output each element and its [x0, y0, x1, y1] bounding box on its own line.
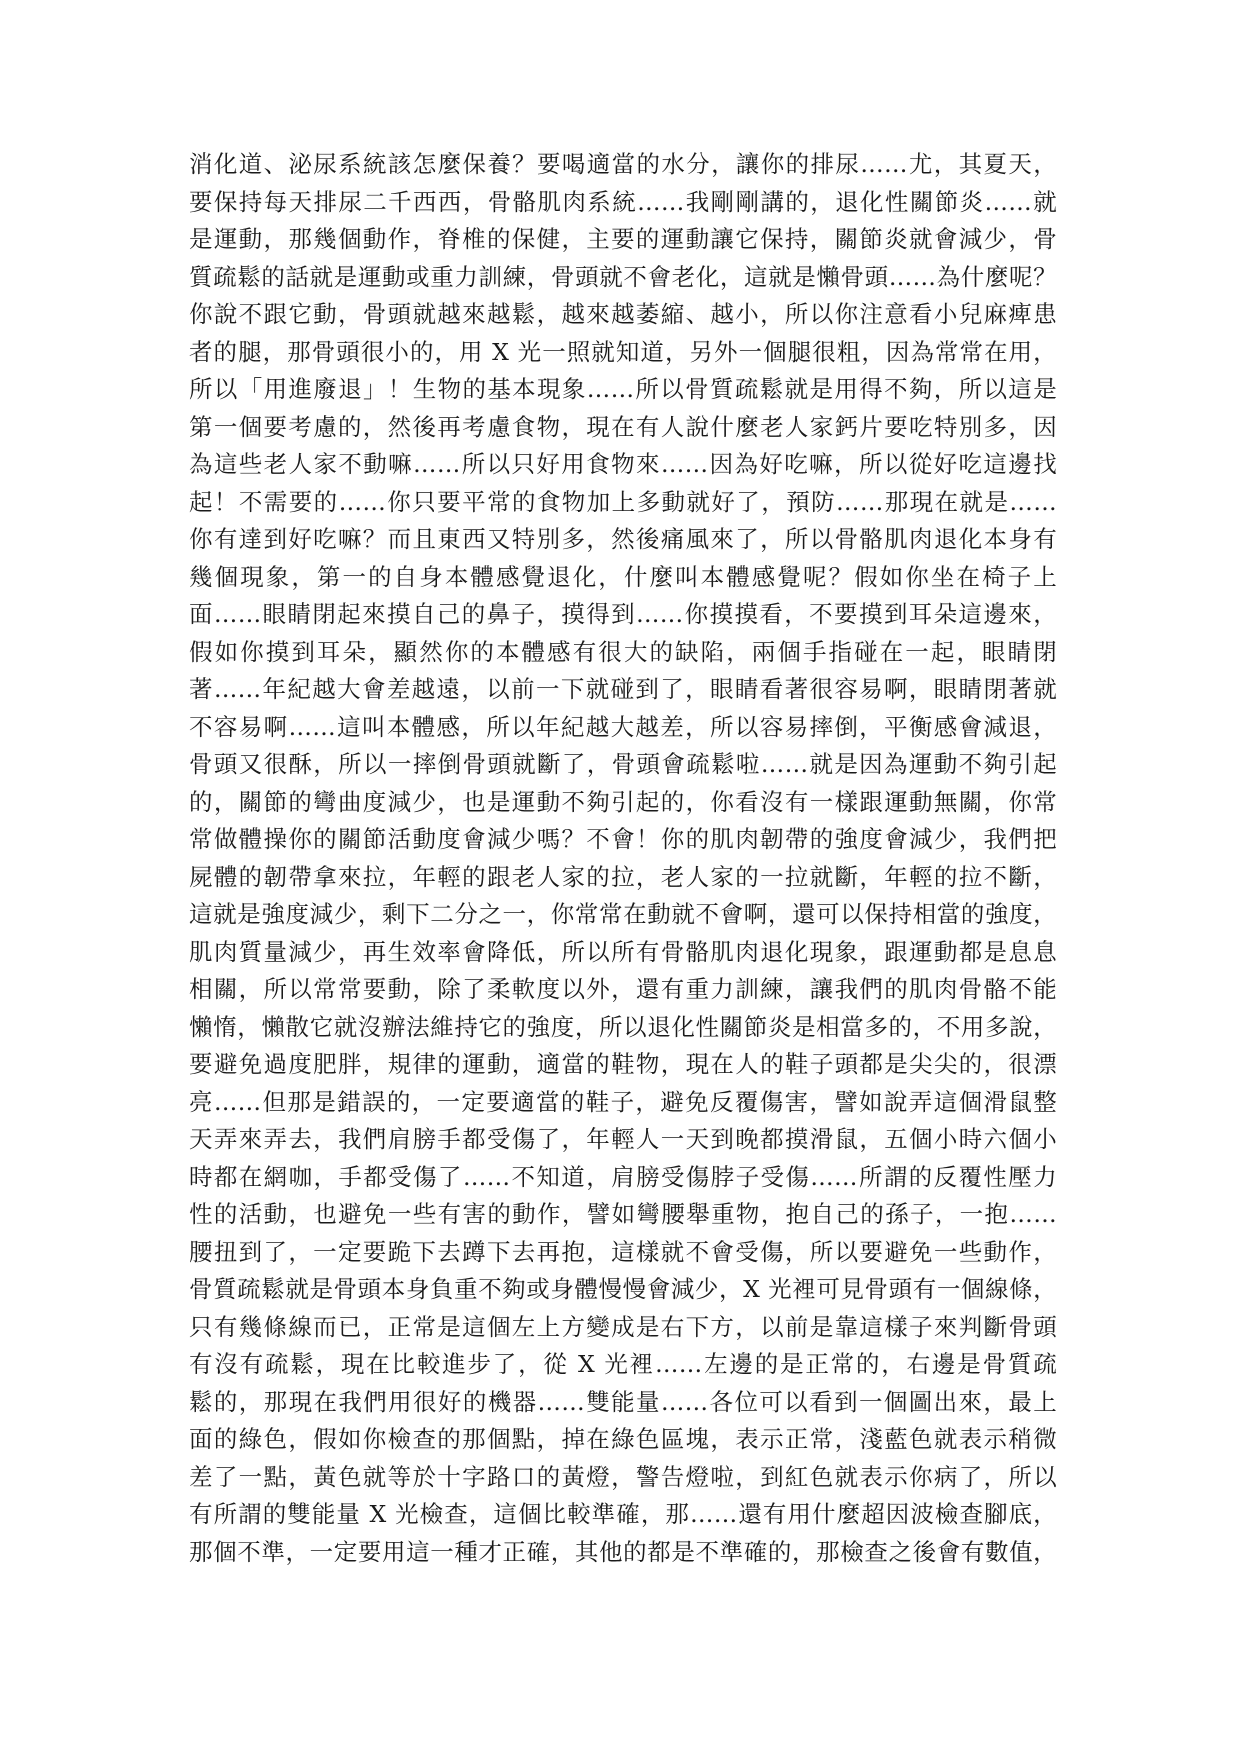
text-line: 你說不跟它動，骨頭就越來越鬆，越來越萎縮、越小，所以你注意看小兒麻痺患 — [189, 300, 1057, 328]
text-line: 消化道、泌尿系統該怎麼保養？要喝適當的水分，讓你的排尿……尤，其夏天， — [189, 150, 1057, 178]
text-line: 腰扭到了，一定要跪下去蹲下去再抱，這樣就不會受傷，所以要避免一些動作， — [189, 1237, 1057, 1266]
text-line: 有所謂的雙能量 X 光檢查，這個比較準確，那……還有用什麼超因波檢查腳底， — [189, 1500, 1057, 1528]
text-line: 有沒有疏鬆，現在比較進步了，從 X 光裡……左邊的是正常的，右邊是骨質疏 — [189, 1350, 1057, 1378]
text-line: 為這些老人家不動嘛……所以只好用食物來……因為好吃嘛，所以從好吃這邊找 — [189, 450, 1057, 478]
text-line: 要保持每天排尿二千西西，骨骼肌肉系統……我剛剛講的，退化性關節炎……就 — [189, 187, 1057, 216]
text-line: 天弄來弄去，我們肩膀手都受傷了，年輕人一天到晚都摸滑鼠，五個小時六個小 — [189, 1125, 1057, 1153]
text-line: 是運動，那幾個動作，脊椎的保健，主要的運動讓它保持，關節炎就會減少，骨 — [189, 225, 1057, 253]
text-line: 差了一點，黃色就等於十字路口的黃燈，警告燈啦，到紅色就表示你病了，所以 — [189, 1462, 1057, 1491]
text-line: 那個不準，一定要用這一種才正確，其他的都是不準確的，那檢查之後會有數值， — [189, 1537, 1057, 1566]
text-line: 質疏鬆的話就是運動或重力訓練，骨頭就不會老化，這就是懶骨頭……為什麼呢？ — [189, 262, 1057, 291]
text-line: 幾個現象，第一的自身本體感覺退化，什麼叫本體感覺呢？假如你坐在椅子上 — [189, 562, 1057, 591]
text-line: 相關，所以常常要動，除了柔軟度以外，還有重力訓練，讓我們的肌肉骨骼不能 — [189, 975, 1057, 1003]
text-line: 要避免過度肥胖，規律的運動，適當的鞋物，現在人的鞋子頭都是尖尖的，很漂 — [189, 1050, 1057, 1078]
text-line: 面的綠色，假如你檢查的那個點，掉在綠色區塊，表示正常，淺藍色就表示稍微 — [189, 1425, 1057, 1453]
text-line: 你有達到好吃嘛？而且東西又特別多，然後痛風來了，所以骨骼肌肉退化本身有 — [189, 525, 1057, 553]
text-line: 懶惰，懶散它就沒辦法維持它的強度，所以退化性關節炎是相當多的，不用多說， — [189, 1012, 1057, 1041]
text-line: 屍體的韌帶拿來拉，年輕的跟老人家的拉，老人家的一拉就斷，年輕的拉不斷， — [189, 862, 1057, 891]
text-line: 時都在網咖，手都受傷了……不知道，肩膀受傷脖子受傷……所謂的反覆性壓力 — [189, 1162, 1057, 1191]
text-line: 鬆的，那現在我們用很好的機器……雙能量……各位可以看到一個圖出來，最上 — [189, 1387, 1057, 1416]
text-line: 第一個要考慮的，然後再考慮食物，現在有人說什麼老人家鈣片要吃特別多，因 — [189, 412, 1057, 441]
body-text — [189, 146, 1057, 1571]
text-line: 性的活動，也避免一些有害的動作，譬如彎腰舉重物，抱自己的孫子，一抱…… — [189, 1200, 1057, 1228]
text-line: 不容易啊……這叫本體感，所以年紀越大越差，所以容易摔倒，平衡感會減退， — [189, 712, 1057, 741]
text-line: 者的腿，那骨頭很小的，用 X 光一照就知道，另外一個腿很粗，因為常常在用， — [189, 337, 1057, 366]
text-line: 面……眼睛閉起來摸自己的鼻子，摸得到……你摸摸看，不要摸到耳朵這邊來， — [189, 600, 1057, 628]
text-line: 的，關節的彎曲度減少，也是運動不夠引起的，你看沒有一樣跟運動無關，你常 — [189, 787, 1057, 816]
text-line: 肌肉質量減少，再生效率會降低，所以所有骨骼肌肉退化現象，跟運動都是息息 — [189, 937, 1057, 966]
text-line: 骨質疏鬆就是骨頭本身負重不夠或身體慢慢會減少，X 光裡可見骨頭有一個線條， — [189, 1275, 1057, 1303]
text-line: 骨頭又很酥，所以一摔倒骨頭就斷了，骨頭會疏鬆啦……就是因為運動不夠引起 — [189, 750, 1057, 778]
text-line: 只有幾條線而已，正常是這個左上方變成是右下方，以前是靠這樣子來判斷骨頭 — [189, 1312, 1057, 1341]
text-line: 常做體操你的關節活動度會減少嗎？不會！你的肌肉韌帶的強度會減少，我們把 — [189, 825, 1057, 853]
text-line: 亮……但那是錯誤的，一定要適當的鞋子，避免反覆傷害，譬如說弄這個滑鼠整 — [189, 1087, 1057, 1116]
text-line: 所以「用進廢退」！生物的基本現象……所以骨質疏鬆就是用得不夠，所以這是 — [189, 375, 1057, 403]
text-line: 假如你摸到耳朵，顯然你的本體感有很大的缺陷，兩個手指碰在一起，眼睛閉 — [189, 637, 1057, 666]
text-line: 這就是強度減少，剩下二分之一，你常常在動就不會啊，還可以保持相當的強度， — [189, 900, 1057, 928]
text-line: 起！不需要的……你只要平常的食物加上多動就好了，預防……那現在就是…… — [189, 487, 1057, 516]
text-line: 著……年紀越大會差越遠，以前一下就碰到了，眼睛看著很容易啊，眼睛閉著就 — [189, 675, 1057, 703]
